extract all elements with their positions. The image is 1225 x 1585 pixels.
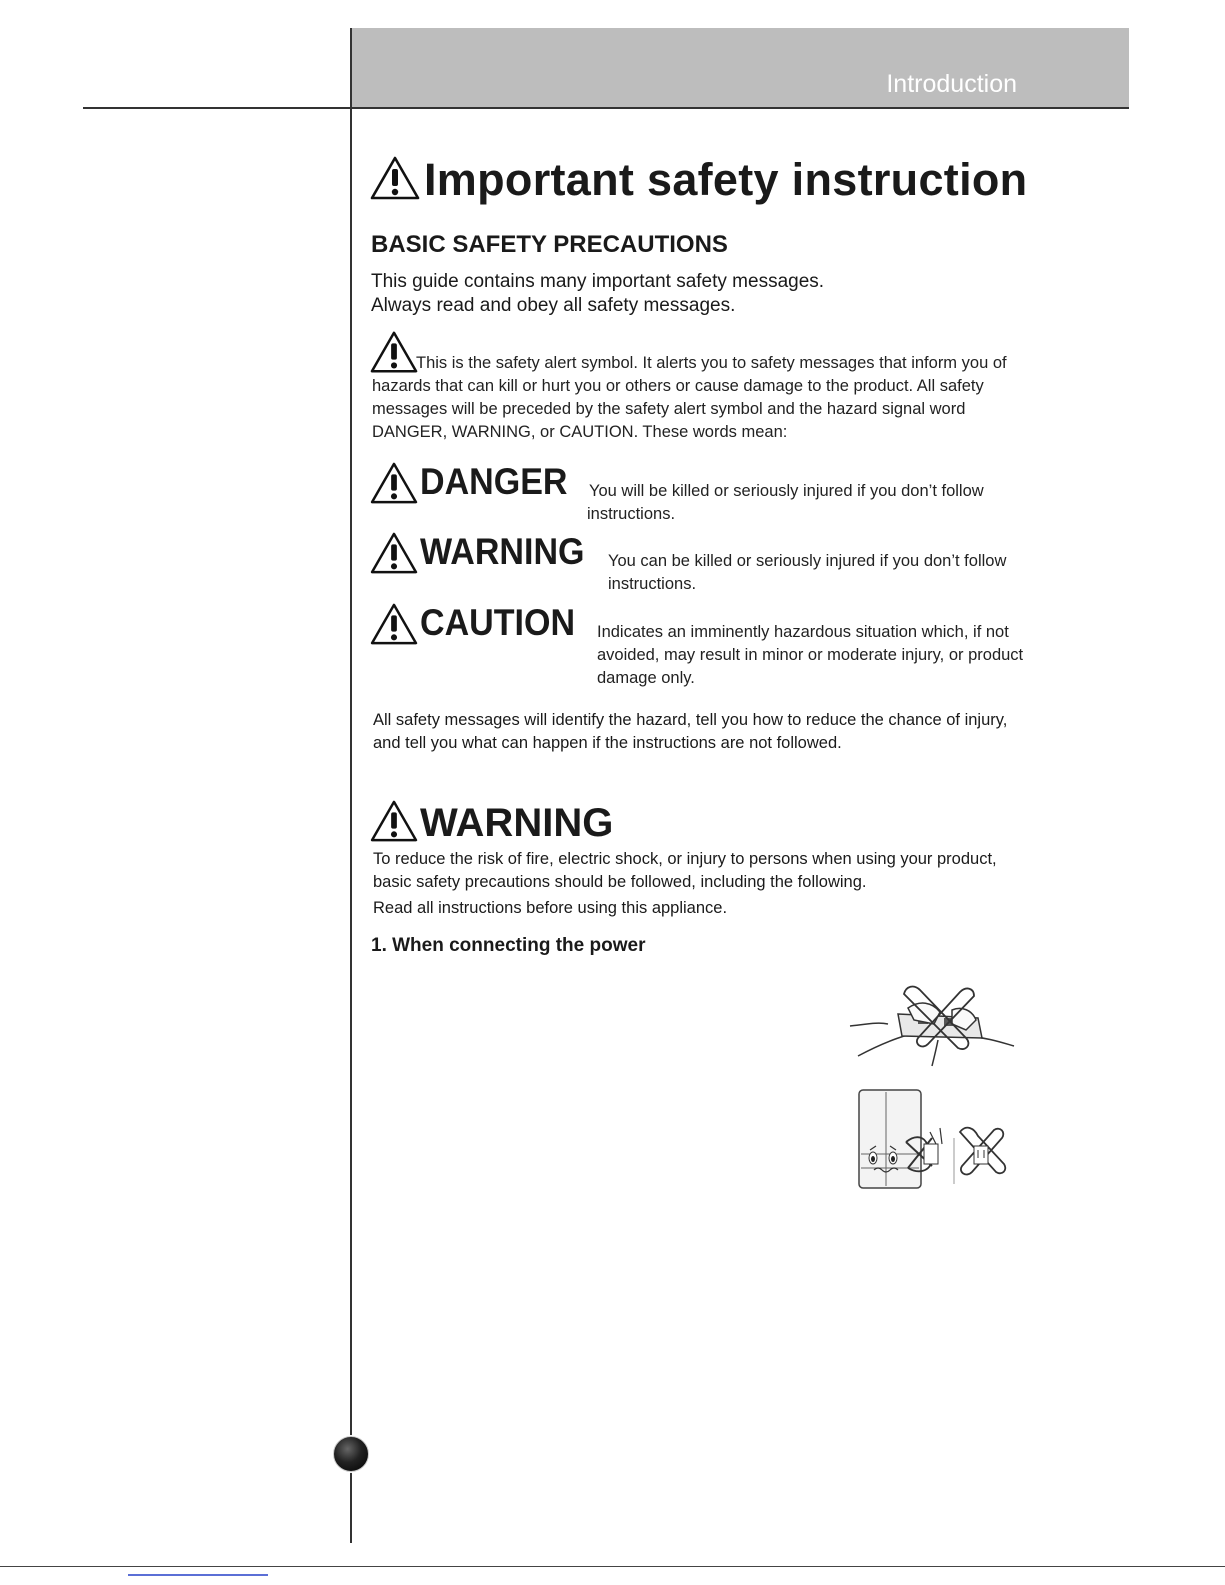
footer-link-underline	[128, 1574, 268, 1576]
warning-section-heading	[370, 800, 613, 847]
warning-triangle-icon	[370, 603, 418, 650]
warning-desc-line: instructions.	[608, 575, 697, 593]
warning-triangle-icon	[370, 330, 418, 381]
section-header: Introduction	[886, 70, 1017, 98]
safety-note: All safety messages will identify the hazard, tell you how to reduce the chance of injury, and tell you what can happen if the instructions are not followed.	[373, 711, 1008, 752]
page-title: Important safety instruction	[424, 154, 1028, 205]
danger-desc-line: instructions.	[587, 505, 676, 523]
subsection-heading: 1. When connecting the power	[371, 935, 646, 956]
warning-triangle-icon	[370, 156, 420, 205]
warning-desc-line: You can be killed or seriously injured if you don’t follow	[608, 552, 1007, 570]
warning-heading: WARNING	[420, 801, 614, 845]
header-rule	[83, 107, 1129, 109]
warning-triangle-icon	[370, 532, 418, 579]
warning-word: WARNING	[420, 531, 585, 572]
page-number-dot	[333, 1436, 369, 1472]
caution-description	[597, 621, 1023, 690]
page-title-row	[370, 150, 1027, 210]
intro-line-1: This guide contains many important safety messages.	[371, 271, 825, 292]
intro-line-2: Always read and obey all safety messages.	[371, 295, 736, 316]
warning-body: To reduce the risk of fire, electric shock, or injury to persons when using your product, basic safety precautions should be followed, including the following.	[373, 850, 997, 891]
danger-description	[589, 480, 984, 526]
danger-desc-line: You will be killed or seriously injured if you don’t follow	[589, 482, 984, 500]
danger-signal	[370, 462, 580, 509]
caution-signal	[370, 603, 589, 650]
caution-desc-line: avoided, may result in minor or moderate injury, or product	[597, 646, 1024, 664]
basic-safety-heading: BASIC SAFETY PRECAUTIONS	[371, 231, 728, 258]
caution-word: CAUTION	[420, 602, 576, 643]
caution-desc-line: Indicates an imminently hazardous situation which, if not	[597, 623, 1009, 641]
margin-rule	[350, 28, 352, 1543]
intro-text	[371, 270, 824, 318]
alert-symbol-paragraph	[372, 352, 1032, 444]
refrigerator-plug-illustration	[856, 1088, 1008, 1192]
warning-read-instructions: Read all instructions before using this appliance.	[373, 899, 728, 917]
danger-word: DANGER	[420, 461, 568, 502]
power-strip-illustration	[848, 980, 1016, 1070]
warning-description	[608, 550, 1006, 596]
caution-desc-line: damage only.	[597, 669, 695, 687]
alert-symbol-text: This is the safety alert symbol. It alerts you to safety messages that inform you of hazards that can kill or hurt you or others or cause damage to the product. All safety messages will be preceded by the safety alert symbol and the hazard signal word DANGER, WARNING, or CAUTION. These words mean:	[372, 354, 1007, 441]
bottom-rule	[0, 1566, 1225, 1567]
warning-triangle-icon	[370, 462, 418, 509]
warning-triangle-icon	[370, 800, 418, 847]
warning-signal	[370, 532, 599, 579]
